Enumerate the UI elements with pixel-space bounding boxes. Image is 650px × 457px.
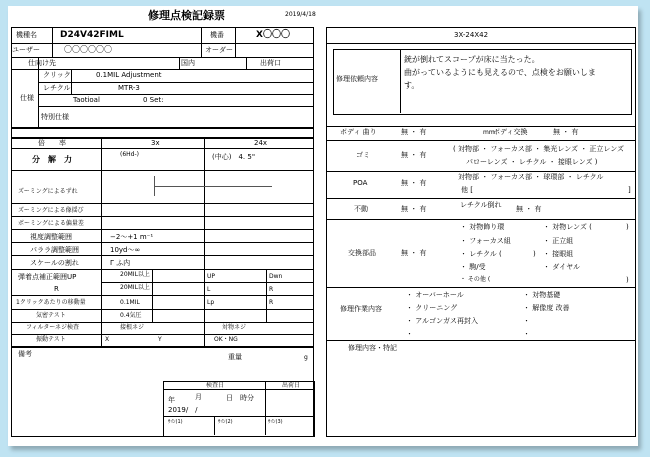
work-2: ・ 対物基礎 [523,291,561,299]
res-low: (6Hd-) [120,151,139,158]
reticle-label: レチクル [43,84,71,92]
r-label-2: R [269,299,274,306]
fudo-choice: 無 ・ 有 [401,205,427,213]
mag-low: 3x [151,139,160,147]
month-label: 月 [195,393,202,401]
body-bend-label: ボディ 曲り [340,128,377,136]
poa-line-1: 対物部 ・ フォーカス部 ・ 球環部 ・ レチクル [458,173,604,181]
sheet-date: 2019/4/18 [285,11,316,18]
part-8: ・ ダイヤル [543,263,581,271]
sign2: ｻｲﾝ(2) [218,419,233,425]
day-label: 日 [226,394,233,402]
gomi-line-2: パローレンズ ・ レチクル ・ 接眼レンズ ) [466,158,598,166]
zoom-deviation-label: ボーミングによる偏量差 [18,220,84,227]
request-text-1: 銃が倒れてスコープが床に当たった。 [404,55,540,64]
elevation-r-value: 20MIL以上 [120,284,150,291]
part-2: ・ 対物レンズ ( [543,223,592,231]
work-1: ・ オーバーホール [406,291,464,299]
work-7: ・ [406,330,413,338]
repair-inspection-sheet [8,6,638,446]
body-exchange-choice: 無 ・ 有 [553,128,579,136]
part-1: ・ 対物飾り環 [460,223,505,231]
click-move-label: 1クリックあたりの移動量 [16,299,86,306]
work-5: ・ アルゴンガス再封入 [406,317,478,325]
l-label: L [207,286,211,293]
oset-label: 0 Set: [143,96,164,104]
up-label: UP [207,273,216,280]
filter-check-value: 接根ネジ [120,324,145,331]
res-high: (中心) 4. 5" [212,153,256,161]
serial-label: 機番 [210,31,224,39]
request-text-3: す。 [404,81,420,90]
vibration-x: X [105,336,110,343]
export-label: 出荷口 [260,59,281,67]
parallax-label: パララ調整範囲 [30,246,79,254]
dest-label: 仕向け先 [28,59,56,67]
part-9-close: ) [626,276,629,284]
part-2-close: ) [626,223,629,231]
diopter-label: 視度調整範囲 [30,233,72,241]
sheet-title: 修理点検記録票 [148,9,225,22]
request-label: 修理依頼内容 [336,75,378,83]
work-3: ・ クリーニング [406,304,458,312]
part-4: ・ 正立組 [543,237,574,245]
tactical-label: Taotioal [73,96,100,104]
zoom-shift-label: ズーミングによるずれ [18,188,78,195]
elevation-up-label: 弾着点補正範囲UP [18,273,77,281]
gomi-choice: 無 ・ 有 [401,151,427,159]
poa-label: POA [353,179,368,187]
click-value: 0.1MIL Adjustment [96,71,162,79]
zoom-blur-label: ズーミングによる像揺び [18,207,84,214]
mag-header: 倍 率 [38,139,66,147]
lr-label: Lp [207,299,215,306]
sign1: ｻｲﾝ(1) [168,419,183,425]
body-bend-choice: 無 ・ 有 [401,128,427,136]
mm-unit: mm [483,129,495,136]
work-6: ・ [523,317,530,325]
part-9: ・ その他 ( [460,276,491,283]
poa-line-2: 他 [ [461,186,473,194]
domestic-label: 国内 [181,59,195,67]
reticle-value: MTR-3 [118,84,140,92]
work-4: ・ 解像度 改善 [523,304,570,312]
weight-unit: g [304,354,308,361]
time-label: 時分 [240,394,254,402]
vibration-ok: OK・NG [214,336,238,343]
poa-choice: 無 ・ 有 [401,179,427,187]
vibration-label: 振動テスト [36,336,66,343]
parallax-value: 10yd〜∞ [110,246,141,254]
special-notes-label: 修理内容・特記 [348,344,397,352]
inspect-date-label: 検査日 [206,382,225,389]
part-6: ・ 接眼組 [543,250,574,258]
user-value: 〇〇〇〇〇〇 [64,45,112,54]
fudo-label: 不動 [354,205,368,213]
work-8: ・ [523,330,530,338]
right-header: 3X-24X42 [454,31,489,39]
sign3: ｻｲﾝ(3) [268,419,283,425]
scale-label: スケールの割れ [30,259,79,267]
part-5-close: ) [533,250,536,258]
parts-label: 交換部品 [348,249,376,257]
filter-check-label: フィルターネジ検査 [26,324,79,331]
elevation-up-value: 20MIL以上 [120,271,150,278]
poa-close: ] [628,186,631,194]
objective-screw: 対物ネジ [222,324,247,331]
click-move-value: 0.1MIL [120,299,140,306]
body-exchange-label: ボディ交換 [493,128,528,136]
diopter-value: −2〜+1 m⁻¹ [110,233,154,241]
elevation-r-label: R [54,285,59,293]
model-label: 機種名 [16,31,37,39]
user-label: ユーザー [12,46,40,54]
gomi-line-1: ( 対物部 ・ フォーカス部 ・ 集光レンズ ・ 正立レンズ [453,145,625,153]
spec-label: 仕様 [20,94,34,102]
parts-choice: 無 ・ 有 [401,249,427,257]
gomi-label: ゴミ [356,151,370,159]
airtight-label: 気密テスト [36,312,66,319]
order-label: オーダー [205,46,233,54]
part-3: ・ フォーカス組 [460,237,511,245]
date-fill: 2019/ / [168,406,198,414]
request-text-2: 曲がっているようにも見えるので、点検をお願いしま [404,68,596,77]
scale-value: Γ ふ内 [110,259,131,267]
reticle-tilt-choice: 無 ・ 有 [516,205,542,213]
resolution-label: 分 解 力 [32,155,72,164]
part-7: ・ 駒/受 [460,263,486,271]
model-value: D24V42FIML [60,30,124,40]
serial-value: X〇〇〇 [256,30,290,40]
r-label: R [269,286,274,293]
special-spec-label: 特別仕様 [41,113,69,121]
airtight-value: 0.4気圧 [120,312,142,319]
year-label: 年 [168,396,175,404]
weight-label: 重量 [228,353,242,361]
part-5: ・ レチクル ( [460,250,502,258]
dwn-label: Dwn [269,273,283,280]
click-label: クリック [43,71,71,79]
vibration-y: Y [158,336,162,343]
work-label: 修理作業内容 [340,305,382,313]
notes-label: 備考 [18,350,32,358]
reticle-tilt-label: レチクル倒れ [460,201,502,209]
mag-high: 24x [254,139,268,147]
ship-date-label: 出荷日 [282,382,301,389]
